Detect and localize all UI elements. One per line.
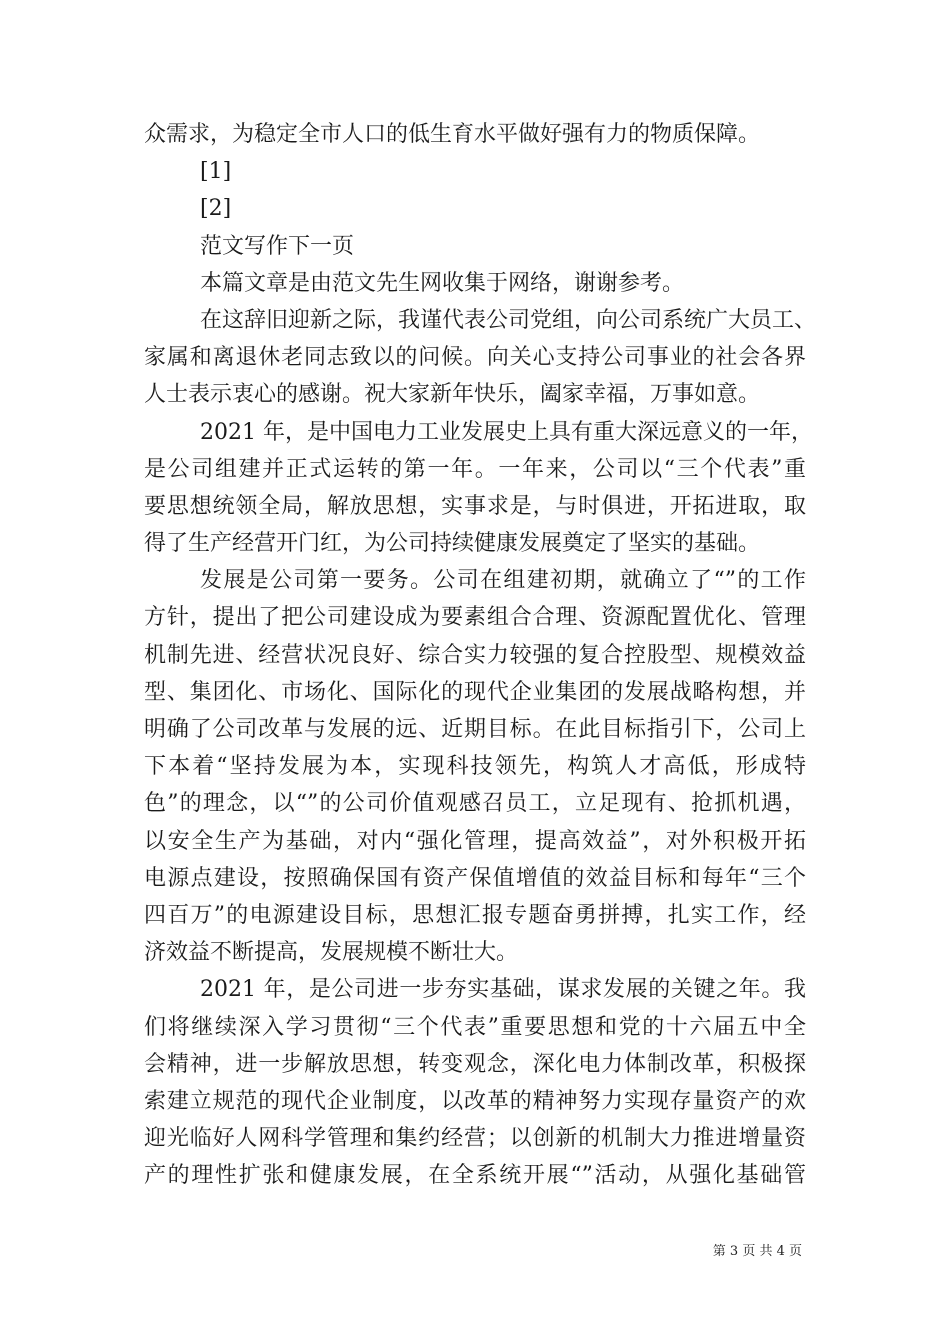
text-line: 以安全生产为基础，对内“强化管理，提高效益”，对外积极开拓 xyxy=(144,828,806,854)
document-body xyxy=(144,116,817,1194)
text-line: 是公司组建并正式运转的第一年。一年来，公司以“三个代表”重 xyxy=(144,456,806,482)
text-line: 在这辞旧迎新之际，我谨代表公司党组，向公司系统广大员工、 xyxy=(200,307,817,333)
text-line: 方针，提出了把公司建设成为要素组合合理、资源配置优化、管理 xyxy=(144,605,806,631)
page-number: 第 3 页 共 4 页 xyxy=(712,1244,802,1259)
text-line: 2021 年，是中国电力工业发展史上具有重大深远意义的一年， xyxy=(200,419,813,445)
text-line: 索建立规范的现代企业制度，以改革的精神努力实现存量资产的欢 xyxy=(144,1088,806,1114)
text-line: 要思想统领全局，解放思想，实事求是，与时俱进，开拓进取，取 xyxy=(144,493,806,519)
text-line: 们将继续深入学习贯彻“三个代表”重要思想和党的十六届五中全 xyxy=(144,1014,806,1040)
text-line: 本篇文章是由范文先生网收集于网络，谢谢参考。 xyxy=(200,270,685,296)
text-line: 济效益不断提高，发展规模不断壮大。 xyxy=(144,940,519,966)
text-line: 型、集团化、市场化、国际化的现代企业集团的发展战略构想，并 xyxy=(144,679,806,705)
text-line: 明确了公司改革与发展的远、近期目标。在此目标指引下，公司上 xyxy=(144,717,806,742)
text-line: 发展是公司第一要务。公司在组建初期，就确立了“”的工作 xyxy=(200,568,806,594)
text-line: [1] xyxy=(200,159,232,185)
text-line: 会精神，进一步解放思想，转变观念，深化电力体制改革，积极探 xyxy=(144,1051,806,1077)
text-line: 机制先进、经营状况良好、综合实力较强的复合控股型、规模效益 xyxy=(144,642,806,668)
text-line: 2021 年，是公司进一步夯实基础，谋求发展的关键之年。我 xyxy=(200,977,806,1003)
text-line: [2] xyxy=(200,196,232,222)
text-line: 迎光临好人网科学管理和集约经营；以创新的机制大力推进增量资 xyxy=(144,1126,806,1152)
text-line: 人士表示衷心的感谢。祝大家新年快乐，阖家幸福，万事如意。 xyxy=(144,382,761,408)
text-line: 众需求，为稳定全市人口的低生育水平做好强有力的物质保障。 xyxy=(144,122,761,147)
text-line: 产的理性扩张和健康发展，在全系统开展“”活动，从强化基础管 xyxy=(144,1163,806,1189)
text-line: 色”的理念，以“”的公司价值观感召员工，立足现有、抢抓机遇， xyxy=(144,791,806,817)
text-line: 得了生产经营开门红，为公司持续健康发展奠定了坚实的基础。 xyxy=(144,531,761,557)
text-line: 范文写作下一页 xyxy=(200,233,355,259)
text-line: 下本着“坚持发展为本，实现科技领先，构筑人才高低，形成特 xyxy=(144,754,806,780)
text-line: 电源点建设，按照确保国有资产保值增值的效益目标和每年“三个 xyxy=(144,865,806,891)
text-line: 四百万”的电源建设目标，思想汇报专题奋勇拼搏，扎实工作，经 xyxy=(144,902,806,928)
text-line: 家属和离退休老同志致以的问候。向关心支持公司事业的社会各界 xyxy=(144,345,806,371)
